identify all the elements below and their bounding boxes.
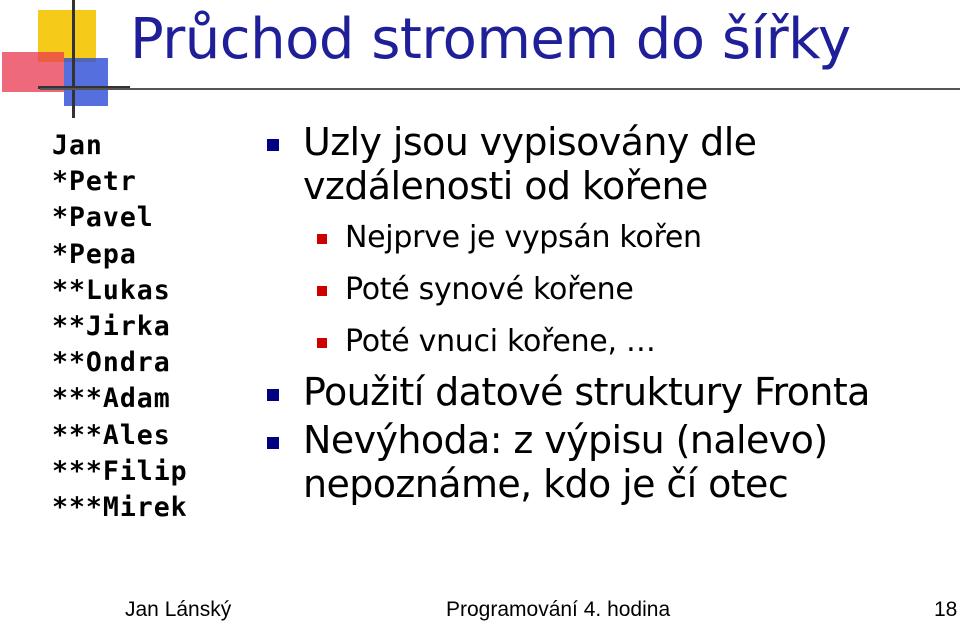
square-bullet-icon — [317, 338, 327, 348]
bullet-item — [265, 418, 955, 506]
bullet-item — [265, 370, 955, 414]
sub-bullet-text: Poté vnuci kořene, … — [345, 324, 656, 359]
sub-bullet-item — [315, 264, 955, 316]
tree-node: *Petr — [52, 166, 137, 198]
square-bullet-icon — [317, 234, 327, 244]
tree-node: **Jirka — [52, 311, 171, 343]
tree-node: ***Adam — [52, 383, 171, 415]
tree-node: Jan — [52, 130, 103, 161]
sub-bullet-item — [315, 212, 955, 264]
bullet-text: Použití datové struktury Fronta — [303, 370, 870, 414]
square-bullet-icon — [267, 139, 279, 151]
decorative-squares-logo — [0, 0, 130, 120]
sub-bullet-item — [315, 316, 955, 368]
footer-page-number: 18 — [934, 598, 958, 621]
tree-node: *Pepa — [52, 238, 137, 270]
bullet-item — [265, 120, 955, 208]
sub-bullet-text: Poté synové kořene — [345, 272, 634, 307]
tree-node: ***Mirek — [52, 492, 188, 524]
title-underline — [40, 88, 960, 90]
tree-listing — [52, 128, 188, 526]
slide-title: Průchod stromem do šířky — [130, 7, 851, 72]
tree-node: *Pavel — [52, 202, 154, 234]
square-bullet-icon — [317, 286, 327, 296]
footer-course: Programování 4. hodina — [446, 598, 671, 621]
bullet-text: Uzly jsou vypisovány dle vzdálenosti od kořene — [303, 120, 757, 208]
tree-node: **Ondra — [52, 347, 171, 379]
bullet-text: Nevýhoda: z výpisu (nalevo) nepoznáme, kdo je čí otec — [303, 418, 828, 506]
footer-author: Jan Lánský — [125, 598, 232, 621]
logo-blue-square — [64, 58, 108, 106]
tree-node: **Lukas — [52, 274, 171, 306]
bullet-list — [265, 120, 955, 510]
square-bullet-icon — [267, 389, 279, 401]
tree-node: ***Filip — [52, 455, 188, 487]
logo-vertical-line — [72, 0, 75, 118]
sub-bullet-text: Nejprve je vypsán kořen — [345, 220, 702, 255]
square-bullet-icon — [267, 437, 279, 449]
tree-node: ***Ales — [52, 419, 171, 451]
